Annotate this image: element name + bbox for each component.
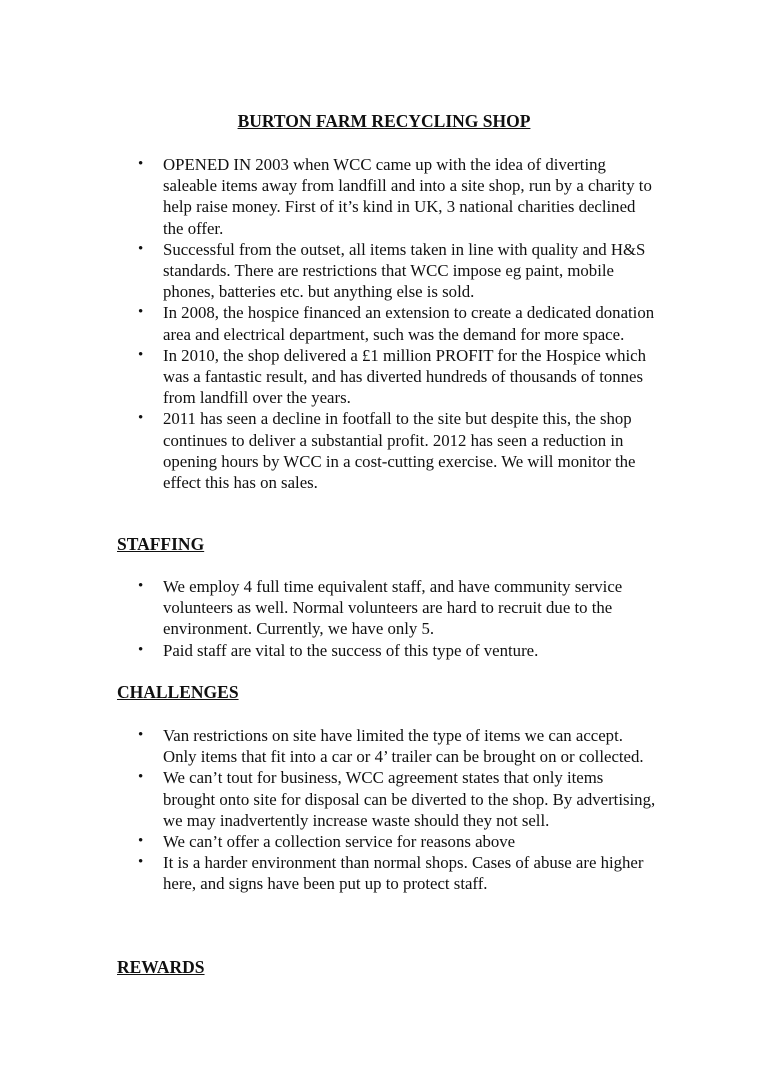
challenges-heading: CHALLENGES [117,682,239,702]
document-title: BURTON FARM RECYCLING SHOP [237,111,531,131]
list-item-text: We employ 4 full time equivalent staff, and have community service volunteers as well. Normal volunteers are hard to recruit due to the environment. Currently, we have only 5. [163,577,623,639]
list-item [117,239,657,303]
rewards-heading: REWARDS [117,957,205,977]
staffing-bullet-list [117,576,657,661]
bullet-icon: • [138,304,144,321]
list-item-text: In 2008, the hospice financed an extension to create a dedicated donation area and electrical department, such was the demand for more space. [163,303,655,344]
bullet-icon: • [138,410,144,427]
list-item [117,725,657,767]
list-item-text: We can’t offer a collection service for reasons above [163,832,516,852]
challenges-bullet-list [117,725,657,895]
bullet-icon: • [138,769,144,786]
list-item-text: Successful from the outset, all items taken in line with quality and H&S standards. There are restrictions that WCC impose eg paint, mobile phones, batteries etc. but anything else is sold. [163,239,646,302]
bullet-icon: • [138,346,144,363]
list-item [117,302,657,344]
bullet-icon: • [138,156,144,172]
list-item [117,767,657,831]
list-item-text: 2011 has seen a decline in footfall to the site but despite this, the shop continues to deliver a substantial profit. 2012 has seen a reduction in opening hours by WCC in a cost-cutting exercise. We will monitor the effect this has on sales. [163,409,636,493]
bullet-icon: • [138,727,144,743]
list-item [117,408,657,493]
bullet-icon: • [138,240,144,257]
list-item [117,640,657,661]
bullet-icon: • [138,578,144,594]
bullet-icon: • [138,833,144,850]
intro-bullet-list [117,154,657,493]
list-item-text: Van restrictions on site have limited the type of items we can accept. Only items that fit into a car or 4’ trailer can be brought on or collected. [163,726,644,767]
bullet-icon: • [138,641,144,658]
list-item [117,576,657,640]
bullet-icon: • [138,854,144,871]
list-item-text: Paid staff are vital to the success of this type of venture. [163,640,539,660]
list-item [117,345,657,409]
list-item-text: OPENED IN 2003 when WCC came up with the idea of diverting saleable items away from landfill and into a site shop, run by a charity to help raise money. First of it’s kind in UK, 3 national charities declined the offer. [163,155,652,238]
list-item-text: It is a harder environment than normal shops. Cases of abuse are higher here, and signs have been put up to protect staff. [163,853,644,894]
list-item-text: In 2010, the shop delivered a £1 million PROFIT for the Hospice which was a fantastic result, and has diverted hundreds of thousands of tonnes from landfill over the years. [163,345,647,408]
list-item [117,852,657,894]
staffing-heading: STAFFING [117,534,205,554]
list-item [117,154,657,239]
list-item [117,831,657,852]
list-item-text: We can’t tout for business, WCC agreement states that only items brought onto site for disposal can be diverted to the shop. By advertising, we may inadvertently increase waste should they not sell. [163,768,656,830]
